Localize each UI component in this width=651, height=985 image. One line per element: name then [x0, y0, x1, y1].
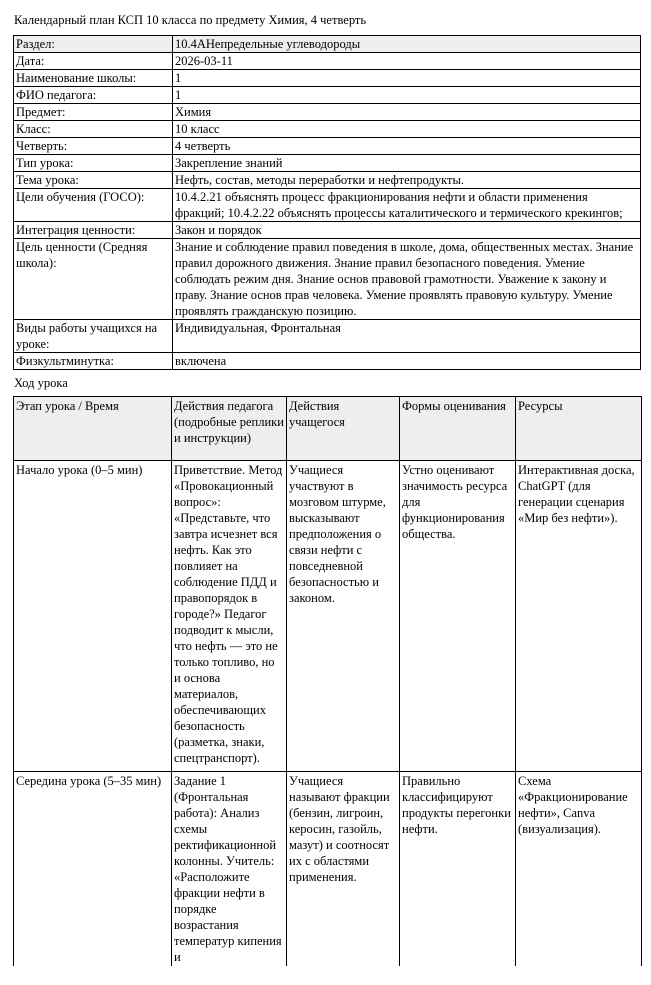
info-row-learning-goals [14, 189, 641, 222]
lesson-plan-table [13, 396, 642, 966]
info-label: Класс: [14, 121, 173, 138]
info-value: Закон и порядок [173, 222, 641, 239]
cell-stage: Начало урока (0–5 мин) [14, 461, 172, 772]
info-row-quarter [14, 138, 641, 155]
table-header-row [14, 397, 642, 461]
cell-stage: Середина урока (5–35 мин) [14, 772, 172, 967]
info-value: 10.4.2.21 объяснять процесс фракционирования нефти и области применения фракций; 10.4.2.22 объяснять процессы каталитического и термического крекингов; [173, 189, 641, 222]
info-row-value-integration [14, 222, 641, 239]
info-value: Нефть, состав, методы переработки и нефтепродукты. [173, 172, 641, 189]
info-value: Индивидуальная, Фронтальная [173, 320, 641, 353]
info-value: Знание и соблюдение правил поведения в школе, дома, общественных местах. Знание правил дорожного движения. Знание правил безопасного поведения. Умение соблюдать режим дня. Знание основ правовой грамотности. Уважение к закону и праву. Знание основ прав человека. Умение проявлять правовую культуру. Умение проявлять гражданскую позицию. [173, 239, 641, 320]
info-label: Тип урока: [14, 155, 173, 172]
table-row [14, 772, 642, 967]
info-row-topic [14, 172, 641, 189]
header-resources: Ресурсы [516, 397, 642, 461]
lesson-info-table [13, 35, 641, 370]
info-value: 1 [173, 87, 641, 104]
cell-assessment: Устно оценивают значимость ресурса для функционирования общества. [400, 461, 516, 772]
cell-teacher-actions: Задание 1 (Фронтальная работа): Анализ схемы ректификационной колонны. Учитель: «Расположите фракции нефти в порядке возрастания температур кипения и [172, 772, 287, 967]
info-row-lesson-type [14, 155, 641, 172]
info-label: Цель ценности (Средняя школа): [14, 239, 173, 320]
info-label: ФИО педагога: [14, 87, 173, 104]
info-value: 10.4АНепредельные углеводороды [173, 36, 641, 53]
info-row-exercise-break [14, 353, 641, 370]
info-value: 2026-03-11 [173, 53, 641, 70]
info-label: Раздел: [14, 36, 173, 53]
info-label: Тема урока: [14, 172, 173, 189]
header-student-actions: Действия учащегося [287, 397, 400, 461]
info-label: Четверть: [14, 138, 173, 155]
info-row-section [14, 36, 641, 53]
cell-resources: Схема «Фракционирование нефти», Canva (визуализация). [516, 772, 642, 967]
cell-resources: Интерактивная доска, ChatGPT (для генерации сценария «Мир без нефти»). [516, 461, 642, 772]
info-value: Химия [173, 104, 641, 121]
info-value: Закрепление знаний [173, 155, 641, 172]
document-title: Календарный план КСП 10 класса по предмету Химия, 4 четверть [14, 13, 367, 27]
info-label: Интеграция ценности: [14, 222, 173, 239]
info-row-subject [14, 104, 641, 121]
info-label: Цели обучения (ГОСО): [14, 189, 173, 222]
info-label: Наименование школы: [14, 70, 173, 87]
info-value: 1 [173, 70, 641, 87]
cell-assessment: Правильно классифицируют продукты перегонки нефти. [400, 772, 516, 967]
info-row-work-types [14, 320, 641, 353]
info-row-grade [14, 121, 641, 138]
header-assessment: Формы оценивания [400, 397, 516, 461]
cell-student-actions: Учащиеся называют фракции (бензин, лигроин, керосин, газойль, мазут) и соотносят их с областями применения. [287, 772, 400, 967]
info-label: Виды работы учащихся на уроке: [14, 320, 173, 353]
cell-teacher-actions: Приветствие. Метод «Провокационный вопрос»: «Представьте, что завтра исчезнет вся нефть. Как это повлияет на соблюдение ПДД и правопорядок в городе?» Педагог подводит к мысли, что нефть — это не только топливо, но и основа материалов, обеспечивающих безопасность (разметка, знаки, спецтранспорт). [172, 461, 287, 772]
info-label: Предмет: [14, 104, 173, 121]
info-value: 10 класс [173, 121, 641, 138]
info-value: включена [173, 353, 641, 370]
info-label: Физкультминутка: [14, 353, 173, 370]
lesson-progress-heading: Ход урока [14, 376, 68, 390]
info-row-value-goal [14, 239, 641, 320]
info-value: 4 четверть [173, 138, 641, 155]
info-label: Дата: [14, 53, 173, 70]
header-teacher-actions: Действия педагога (подробные реплики и инструкции) [172, 397, 287, 461]
header-stage: Этап урока / Время [14, 397, 172, 461]
info-row-school [14, 70, 641, 87]
info-row-teacher [14, 87, 641, 104]
info-row-date [14, 53, 641, 70]
table-row [14, 461, 642, 772]
cell-student-actions: Учащиеся участвуют в мозговом штурме, высказывают предположения о связи нефти с повседневной безопасностью и законом. [287, 461, 400, 772]
